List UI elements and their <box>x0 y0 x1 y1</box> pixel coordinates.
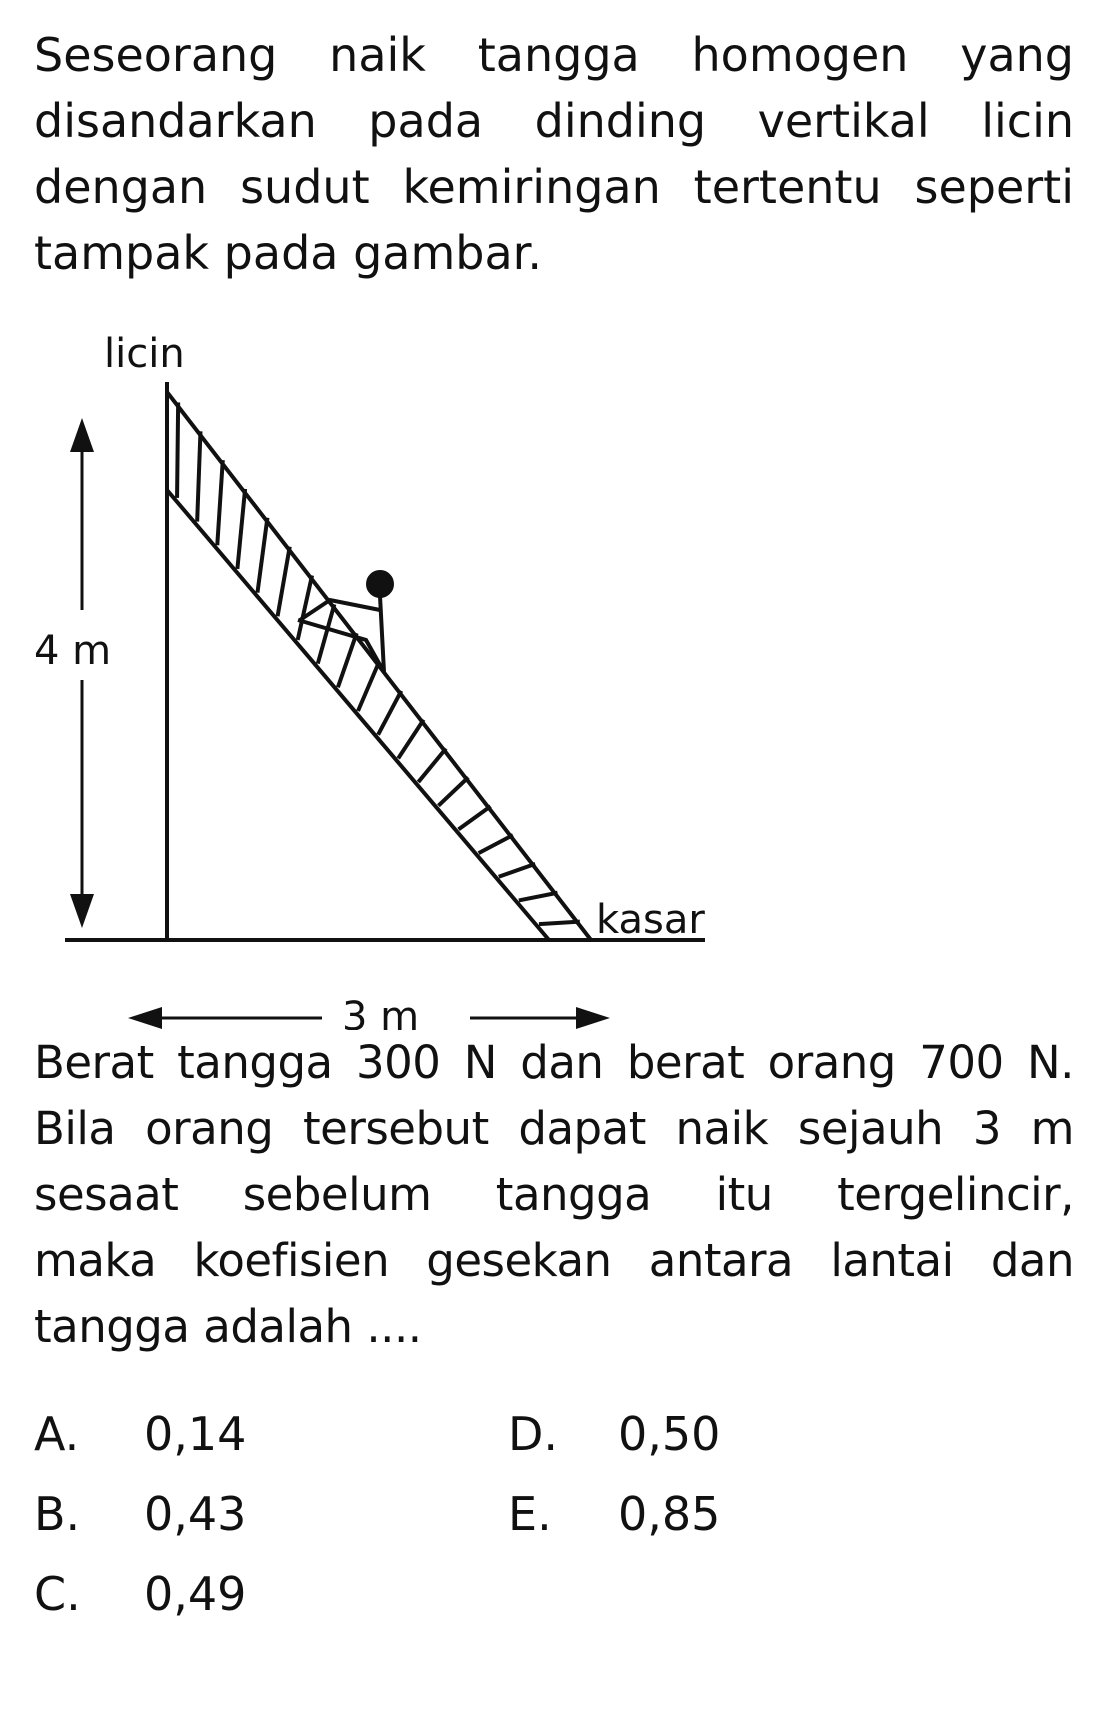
person-head <box>368 572 392 596</box>
arrow-down-icon <box>70 894 94 928</box>
ladder-rung <box>438 777 468 805</box>
ladder-rung <box>539 922 580 925</box>
ladder-rung <box>257 518 267 593</box>
option-c[interactable] <box>34 1564 246 1624</box>
option-value: 0,14 <box>144 1407 247 1461</box>
question-text <box>34 1030 1074 1360</box>
option-value: 0,43 <box>144 1487 247 1541</box>
option-value: 0,49 <box>144 1567 247 1621</box>
ladder-diagram <box>0 300 740 1030</box>
arrow-right-icon <box>576 1007 610 1029</box>
ladder-rung <box>459 806 491 829</box>
question-line: maka koefisien gesekan antara lantai dan <box>34 1234 1074 1287</box>
ladder-rung <box>318 604 335 663</box>
option-letter: C. <box>34 1567 81 1621</box>
question-line: tangga adalah .... <box>34 1300 422 1353</box>
option-value: 0,50 <box>618 1407 721 1461</box>
question-line: sesaat sebelum tangga itu tergelincir, <box>34 1168 1074 1221</box>
arrow-up-icon <box>70 418 94 452</box>
option-letter: D. <box>508 1407 559 1461</box>
option-letter: E. <box>508 1487 552 1541</box>
ladder-rung <box>358 662 379 711</box>
intro-line: disandarkan pada dinding vertikal licin <box>34 94 1074 148</box>
option-d[interactable] <box>508 1404 720 1464</box>
ladder-rung <box>217 460 223 545</box>
ladder-rail-bottom <box>167 490 549 940</box>
label-kasar: kasar <box>596 897 705 943</box>
question-line: Berat tangga 300 N dan berat orang 700 N. <box>34 1036 1074 1089</box>
ladder-rung <box>398 720 423 759</box>
ladder-rung <box>499 864 535 877</box>
option-letter: A. <box>34 1407 80 1461</box>
intro-text <box>34 22 1074 286</box>
ladder-rung <box>197 431 200 521</box>
option-a[interactable] <box>34 1404 246 1464</box>
ladder-rung <box>519 893 558 901</box>
ladder-rung <box>479 835 513 853</box>
label-height: 4 m <box>34 628 112 674</box>
ladder-rung <box>298 575 312 639</box>
ladder-rung <box>237 489 245 569</box>
arrow-left-icon <box>128 1007 162 1029</box>
option-e[interactable] <box>508 1484 720 1544</box>
ladder-rung <box>278 547 290 617</box>
option-letter: B. <box>34 1487 81 1541</box>
intro-line: tampak pada gambar. <box>34 226 542 280</box>
ladder-rung <box>338 633 357 687</box>
intro-line: Seseorang naik tangga homogen yang <box>34 28 1074 82</box>
ladder-rung <box>177 402 178 497</box>
label-width: 3 m <box>342 994 420 1030</box>
option-value: 0,85 <box>618 1487 721 1541</box>
option-b[interactable] <box>34 1484 246 1544</box>
ladder-rung <box>418 749 446 783</box>
label-licin: licin <box>104 331 185 377</box>
intro-line: dengan sudut kemiringan tertentu seperti <box>34 160 1074 214</box>
ladder-rung <box>378 691 401 735</box>
question-line: Bila orang tersebut dapat naik sejauh 3 m <box>34 1102 1074 1155</box>
